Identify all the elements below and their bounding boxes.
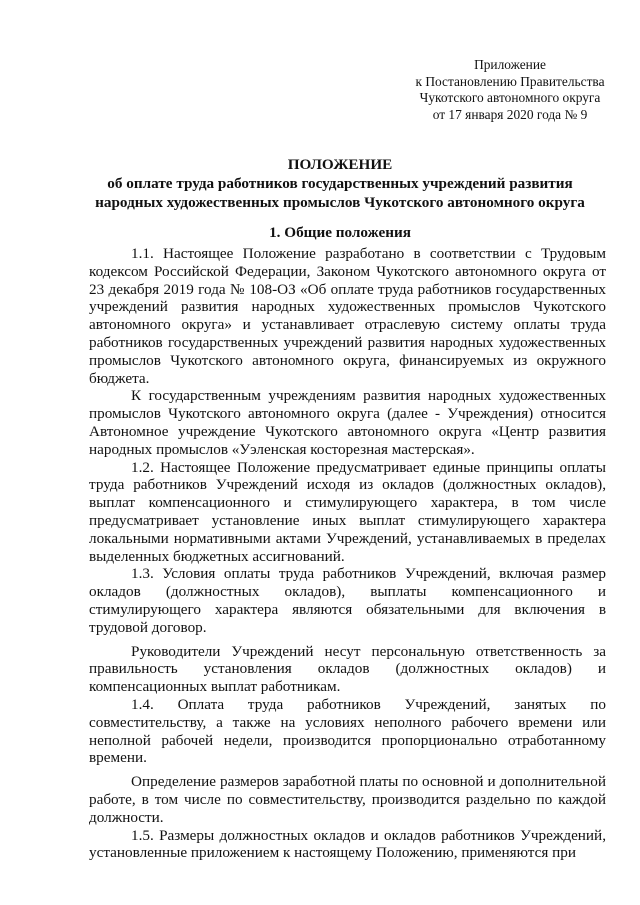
paragraph: К государственным учреждениям развития народных художественных промыслов Чукотского автономного округа (далее - Учреждения) относится Автономное учреждение Чукотского автономного округа «Центр развития народных промыслов «Уэленская косторезная мастерская».: [89, 387, 606, 458]
section-body: [89, 245, 606, 862]
appendix-line: Приложение: [474, 57, 546, 72]
paragraph: 1.2. Настоящее Положение предусматривает единые принципы оплаты труда работников Учреждений исходя из окладов (должностных окладов), выплат компенсационного и стимулирующего характера, в том числе предусматривает установление иных выплат стимулирующего характера локальными нормативными актами Учреждений, устанавливаемых в пределах выделенных бюджетных ассигнований.: [89, 458, 606, 565]
appendix-date-line: от 17 января 2020 года № 9: [432, 106, 588, 122]
paragraph: Определение размеров заработной платы по основной и дополнительной работе, в том числе по совместительству, производится раздельно по каждой должности.: [89, 773, 606, 826]
title-line: ПОЛОЖЕНИЕ: [287, 156, 393, 173]
section-heading: 1. Общие положения: [269, 224, 411, 241]
title-line: народных художественных промыслов Чукотского автономного округа: [95, 194, 585, 211]
paragraph: 1.1. Настоящее Положение разработано в соответствии с Трудовым кодексом Российской Федерации, Законом Чукотского автономного округа от 23 декабря 2019 года № 108-ОЗ «Об оплате труда работников государственных учреждений развития народных художественных промыслов Чукотского автономного округа» и устанавливает отраслевую систему оплаты труда работников государственных учреждений развития народных художественных промыслов Чукотского автономного округа, финансируемых из окружного бюджета.: [89, 245, 606, 387]
paragraph: 1.5. Размеры должностных окладов и окладов работников Учреждений, установленные приложением к настоящему Положению, применяются при: [89, 826, 606, 862]
title-line: об оплате труда работников государственных учреждений развития: [107, 175, 573, 192]
appendix-line: к Постановлению Правительства: [415, 73, 605, 89]
appendix-header: [405, 57, 615, 123]
appendix-line: Чукотского автономного округа: [419, 90, 601, 105]
paragraph: Руководители Учреждений несут персональную ответственность за правильность установления окладов (должностных окладов) и компенсационных выплат работникам.: [89, 642, 606, 696]
document-title: [60, 155, 620, 212]
paragraph: 1.3. Условия оплаты труда работников Учреждений, включая размер окладов (должностных окладов), выплаты компенсационного и стимулирующего характера являются обязательными для включения в трудовой договор.: [89, 565, 606, 636]
paragraph: 1.4. Оплата труда работников Учреждений, занятых по совместительству, а также на условиях неполного рабочего времени или неполной рабочей недели, производится пропорционально отработанному времени.: [89, 695, 606, 767]
